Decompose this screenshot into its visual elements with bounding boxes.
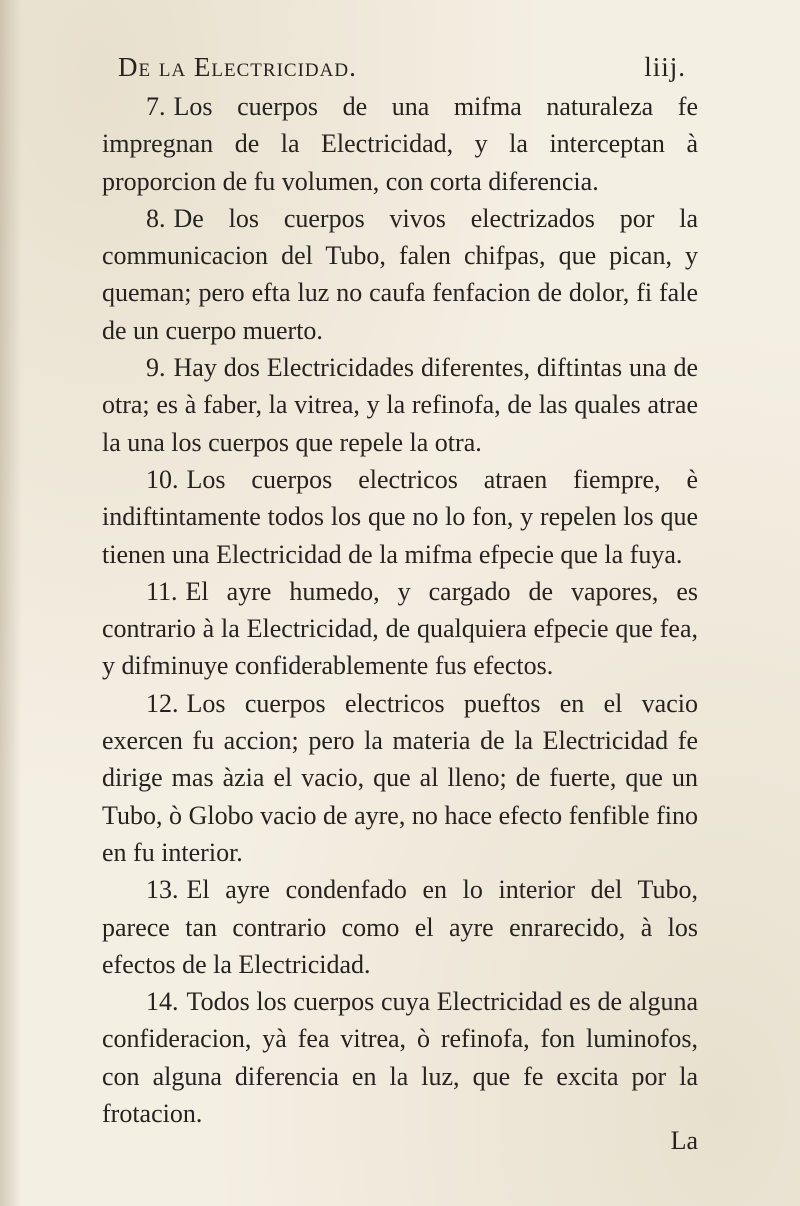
paragraph-12 (102, 685, 698, 871)
paragraph-8 (102, 200, 698, 349)
paragraph-text: El ayre humedo, y cargado de vapores, es contrario à la Electricidad, de qualquiera efpecie que fea, y difminuye confiderablemente fus efectos. (102, 576, 698, 681)
paragraph-text: El ayre condenfado en lo interior del Tubo, parece tan contrario como el ayre enrarecido, à los efectos de la Electricidad. (102, 875, 698, 979)
paragraph-text: De los cuerpos vivos electrizados por la communicacion del Tubo, falen chifpas, que pican, y queman; pero efta luz no caufa fenfacion de dolor, fi fale de un cuerpo muerto. (102, 203, 698, 345)
paragraph-number: 14. (146, 987, 179, 1017)
paragraph-14 (102, 983, 698, 1132)
paragraph-7 (102, 88, 698, 200)
body-text (102, 88, 698, 1132)
paragraph-number: 13. (146, 875, 179, 905)
running-title: De la Electricidad. (118, 52, 357, 82)
running-head (118, 52, 686, 92)
paragraph-number: 9. (146, 353, 166, 383)
paragraph-number: 8. (146, 203, 166, 233)
paragraph-number: 12. (146, 688, 179, 718)
page-number: liij. (644, 52, 686, 82)
paragraph-10 (102, 461, 698, 573)
paragraph-9 (102, 349, 698, 461)
paragraph-number: 10. (146, 464, 179, 494)
paragraph-number: 7. (146, 92, 166, 121)
paragraph-text: Los cuerpos electricos pueftos en el vacio exercen fu accion; pero la materia de la Electricidad fe dirige mas àzia el vacio, que al lleno; de fuerte, que un Tubo, ò Globo vacio de ayre, no hace efecto fenfible fino en fu interior. (102, 688, 698, 867)
paragraph-number: 11. (146, 576, 178, 606)
catchword: La (670, 1126, 698, 1155)
paragraph-11 (102, 573, 698, 685)
paragraph-text: Los cuerpos de una mifma naturaleza fe impregnan de la Electricidad, y la interceptan à proporcion de fu volumen, con corta diferencia. (102, 92, 698, 196)
paragraph-text: Todos los cuerpos cuya Electricidad es de alguna confideracion, yà fea vitrea, ò refinofa, fon luminofos, con alguna diferencia en la luz, que fe excita por la frotacion. (102, 987, 698, 1129)
paragraph-text: Hay dos Electricidades diferentes, diftintas una de otra; es à faber, la vitrea, y la refinofa, de las quales atrae la una los cuerpos que repele la otra. (102, 353, 698, 457)
paragraph-13 (102, 871, 698, 983)
gutter-shadow (0, 0, 22, 1206)
paragraph-text: Los cuerpos electricos atraen fiempre, è indiftintamente todos los que no lo fon, y repelen los que tienen una Electricidad de la mifma efpecie que la fuya. (102, 464, 698, 569)
